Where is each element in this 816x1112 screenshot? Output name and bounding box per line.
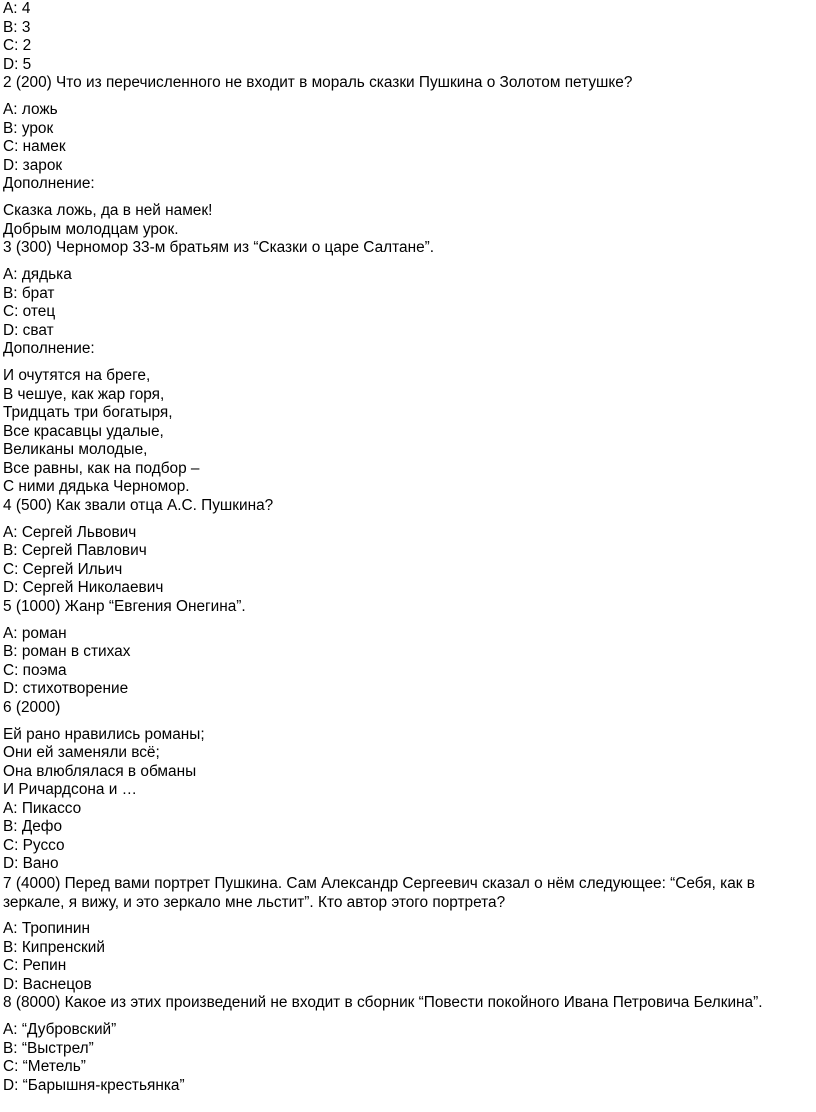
option-a: A: дядька: [3, 266, 72, 283]
supplement-line: В чешуе, как жар горя,: [3, 385, 165, 403]
question-text: 6 (2000): [3, 698, 61, 716]
supplement-line: Все равны, как на подбор –: [3, 459, 200, 477]
option-a: A: ложь: [3, 101, 58, 118]
supplement-line: И очутятся на бреге,: [3, 367, 151, 384]
verse-line: Ей рано нравились романы;: [3, 725, 205, 743]
option-b: B: роман в стихах: [3, 643, 131, 660]
question-8: [3, 994, 808, 1095]
option-c: C: Сергей Ильич: [3, 560, 123, 578]
option-a: A: Тропинин: [3, 920, 91, 937]
question-text: 4 (500) Как звали отца А.С. Пушкина?: [3, 496, 274, 514]
supplement-label: Дополнение:: [3, 340, 95, 357]
supplement-line: С ними дядька Черномор.: [3, 478, 190, 495]
option-b: B: Сергей Павлович: [3, 542, 147, 559]
option-d: D: Вано: [3, 855, 59, 872]
question-5: [3, 598, 808, 699]
option-b: B: урок: [3, 119, 54, 137]
option-b: B: 3: [3, 18, 31, 36]
supplement-line: Сказка ложь, да в ней намек!: [3, 202, 213, 219]
option-d: D: Васнецов: [3, 975, 92, 993]
supplement-line: Тридцать три богатыря,: [3, 404, 173, 421]
previous-answers: [3, 0, 808, 74]
option-b: B: брат: [3, 284, 55, 302]
supplement-line: Великаны молодые,: [3, 441, 148, 458]
option-c: C: отец: [3, 303, 56, 320]
option-a: A: Пикассо: [3, 799, 82, 817]
verse-line: Они ей заменяли всё;: [3, 744, 160, 761]
supplement-label: Дополнение:: [3, 175, 95, 192]
option-d: D: Сергей Николаевич: [3, 579, 164, 596]
supplement-line: Добрым молодцам урок.: [3, 220, 179, 238]
option-c: C: “Метель”: [3, 1058, 86, 1075]
supplement-line: Все красавцы удалые,: [3, 422, 164, 440]
verse-line: И Ричардсона и …: [3, 781, 137, 798]
question-text: 5 (1000) Жанр “Евгения Онегина”.: [3, 597, 246, 615]
option-a: A: роман: [3, 624, 67, 642]
question-6: [3, 699, 808, 874]
question-text: 8 (8000) Какое из этих произведений не входит в сборник “Повести покойного Ивана Петровича Белкина”.: [3, 994, 763, 1011]
question-3: [3, 239, 808, 497]
option-b: B: Дефо: [3, 818, 63, 835]
option-a: A: “Дубровский”: [3, 1021, 117, 1038]
option-d: D: зарок: [3, 156, 63, 174]
option-a: A: Сергей Львович: [3, 523, 137, 541]
option-d: D: 5: [3, 55, 32, 73]
option-c: C: 2: [3, 37, 32, 54]
option-c: C: Репин: [3, 957, 67, 974]
option-c: C: Руссо: [3, 836, 65, 854]
question-4: [3, 497, 808, 598]
question-text: 7 (4000) Перед вами портрет Пушкина. Сам Александр Сергеевич сказал о нём следующее: “Себя, как в зеркале, я вижу, и это зеркало мне льстит”. Кто автор этого портрета?: [3, 874, 755, 911]
option-b: B: Кипренский: [3, 938, 105, 956]
option-c: C: намек: [3, 138, 66, 155]
option-d: D: сват: [3, 321, 54, 339]
question-2: [3, 74, 808, 239]
option-c: C: поэма: [3, 661, 67, 679]
verse-line: Она влюблялася в обманы: [3, 762, 197, 780]
option-b: B: “Выстрел”: [3, 1039, 94, 1057]
question-text: 2 (200) Что из перечисленного не входит в мораль сказки Пушкина о Золотом петушке?: [3, 74, 633, 91]
document-page: [3, 0, 808, 1095]
option-a: A: 4: [3, 0, 31, 17]
option-d: D: “Барышня-крестьянка”: [3, 1076, 185, 1094]
question-text: 3 (300) Черномор 33-м братьям из “Сказки о царе Салтане”.: [3, 239, 435, 256]
question-7: [3, 874, 808, 995]
option-d: D: стихотворение: [3, 680, 129, 697]
